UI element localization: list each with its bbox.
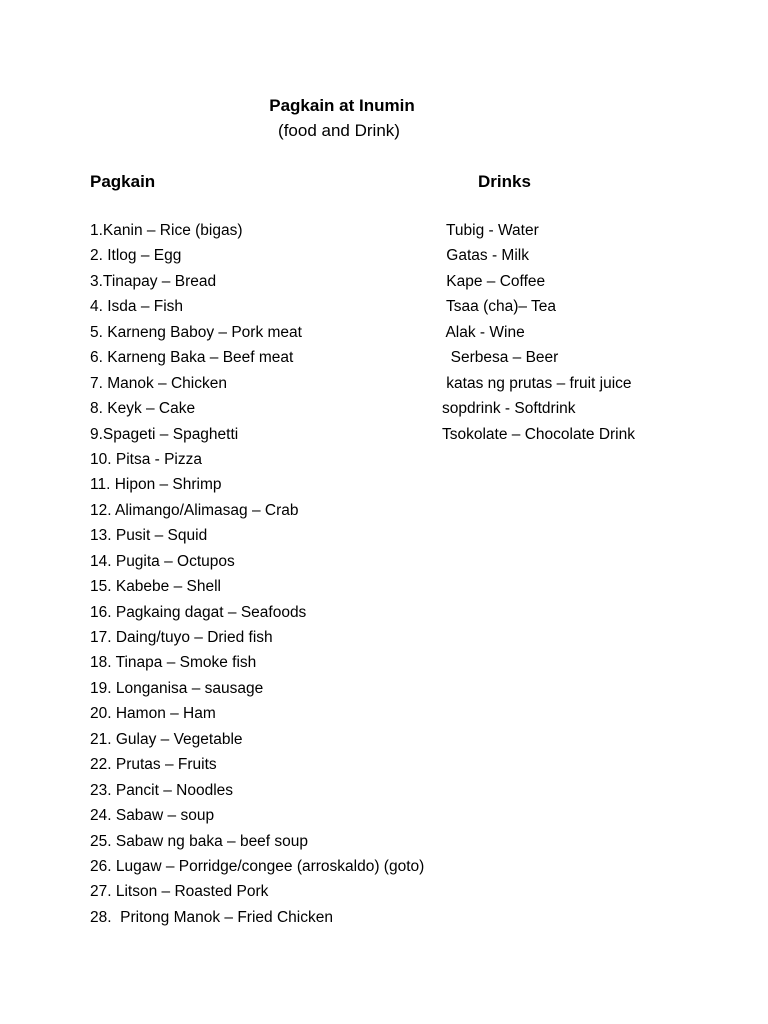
food-item: 13. Pusit – Squid [90, 527, 208, 545]
drinks-list [442, 219, 635, 448]
food-item: 8. Keyk – Cake [90, 400, 196, 418]
drink-item: Tubig - Water [442, 222, 539, 239]
drink-item: katas ng prutas – fruit juice [442, 374, 632, 392]
food-item: 21. Gulay – Vegetable [90, 730, 243, 748]
food-item: 22. Prutas – Fruits [90, 756, 217, 774]
document-title: Pagkain at Inumin [269, 96, 415, 115]
document-subtitle: (food and Drink) [278, 121, 400, 140]
food-item: 6. Karneng Baka – Beef meat [90, 349, 294, 367]
food-item: 3.Tinapay – Bread [90, 272, 217, 290]
food-column-heading: Pagkain [90, 172, 156, 191]
food-item: 10. Pitsa - Pizza [90, 450, 202, 468]
drink-item: Tsokolate – Chocolate Drink [442, 425, 635, 443]
food-item: 5. Karneng Baboy – Pork meat [90, 323, 302, 341]
drink-item: sopdrink - Softdrink [442, 400, 576, 418]
food-item: 12. Alimango/Alimasag – Crab [90, 501, 299, 519]
food-item: 28. Pritong Manok – Fried Chicken [90, 908, 333, 926]
drink-item: Gatas - Milk [442, 247, 529, 265]
food-item: 17. Daing/tuyo – Dried fish [90, 629, 273, 646]
food-item: 1.Kanin – Rice (bigas) [90, 222, 243, 239]
food-item: 27. Litson – Roasted Pork [90, 883, 269, 901]
food-item: 14. Pugita – Octupos [90, 552, 235, 570]
drink-item: Kape – Coffee [442, 272, 546, 290]
food-list [90, 219, 424, 931]
food-item: 2. Itlog – Egg [90, 247, 182, 265]
food-item: 26. Lugaw – Porridge/congee (arroskaldo) (goto) [90, 857, 425, 875]
food-item: 18. Tinapa – Smoke fish [90, 654, 257, 672]
food-item: 11. Hipon – Shrimp [90, 476, 222, 494]
food-item: 20. Hamon – Ham [90, 705, 216, 723]
food-item: 9.Spageti – Spaghetti [90, 425, 239, 443]
food-item: 16. Pagkaing dagat – Seafoods [90, 603, 307, 621]
food-item: 23. Pancit – Noodles [90, 781, 234, 799]
drink-item: Tsaa (cha)– Tea [442, 298, 557, 316]
food-item: 4. Isda – Fish [90, 298, 184, 316]
food-item: 15. Kabebe – Shell [90, 578, 221, 596]
food-item: 19. Longanisa – sausage [90, 679, 264, 697]
food-item: 24. Sabaw – soup [90, 807, 215, 825]
food-item: 7. Manok – Chicken [90, 374, 227, 392]
drinks-column-heading: Drinks [478, 172, 531, 191]
food-item: 25. Sabaw ng baka – beef soup [90, 832, 309, 850]
drink-item: Serbesa – Beer [442, 349, 559, 367]
drink-item: Alak - Wine [442, 323, 525, 341]
